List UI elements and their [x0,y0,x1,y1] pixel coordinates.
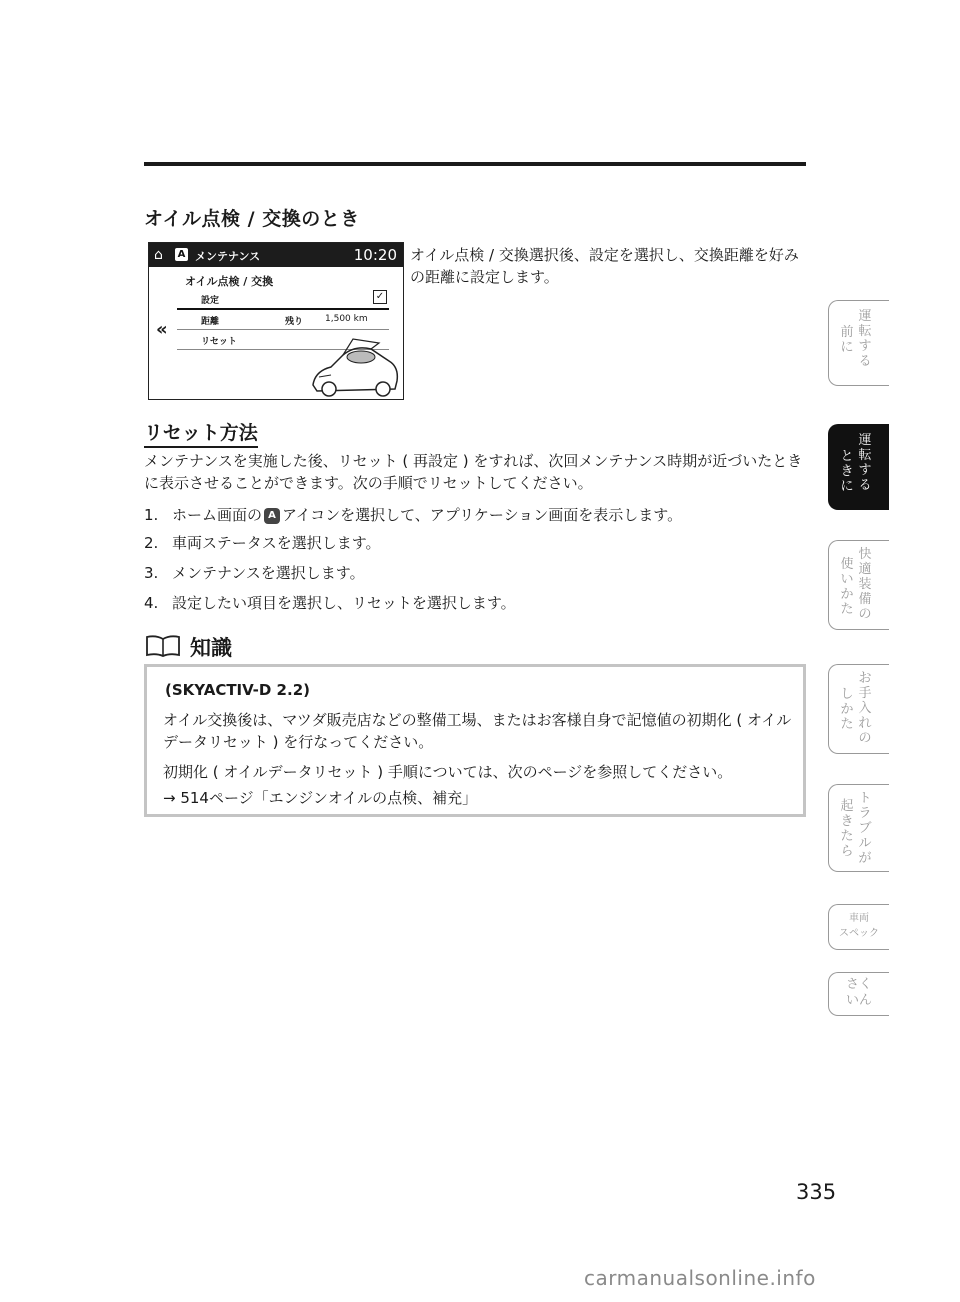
tab-label-left: 起 き た ら [840,799,854,859]
step-4 [144,592,516,614]
tab-index[interactable] [828,972,889,1016]
screen-description: オイル点検 / 交換選択後、設定を選択し、交換距離を好みの距離に設定します。 [410,246,799,286]
step-1 [144,504,682,526]
tab-while-driving[interactable] [828,424,889,510]
step-text: 車両ステータスを選択します。 [172,534,381,552]
step-text: 設定したい項目を選択し、リセットを選択します。 [172,594,516,612]
tab-label-left: 使 い か た [840,557,854,617]
screen-clock: 10:20 [353,246,397,264]
knowledge-body [163,709,793,783]
menu-row-label: 距離 [201,317,220,327]
reset-heading: リセット方法 [144,418,258,448]
reset-intro: メンテナンスを実施した後、リセット ( 再設定 ) をすれば、次回メンテナンス時期が近づいたときに表示させることができます。次の手順でリセットしてください。 [144,452,803,492]
step-text-before: ホーム画面の [172,506,263,524]
step-2 [144,532,381,554]
tab-label-right: 快 適 装 備 の [858,547,872,622]
knowledge-box [144,664,806,817]
home-icon: ⌂ [154,247,163,263]
knowledge-heading: (SKYACTIV-D 2.2) [165,681,310,699]
menu-row-distance[interactable] [177,310,389,330]
tab-specifications[interactable] [828,904,889,950]
section-title: オイル点検 / 交換のとき [144,208,360,230]
open-book-icon [144,634,182,658]
screen-title-bar [149,243,403,267]
tab-label-left: 前 に [840,325,854,355]
tab-label-left: と き に [840,449,854,494]
back-chevron-icon: « [156,319,168,340]
top-rule [144,162,806,166]
tab-label-left: し か た [840,687,854,732]
tab-label-line1: 車両 [849,913,869,924]
tab-before-driving[interactable] [828,300,889,386]
menu-row-label: 設定 [201,296,220,306]
step-number: 1. [144,506,159,524]
page-number: 335 [796,1180,837,1204]
screen-title: メンテナンス [195,250,261,263]
tab-comfort-features[interactable] [828,540,889,630]
menu-row-setting[interactable] [177,289,389,310]
tab-label-right: ト ラ ブ ル が [858,791,872,866]
knowledge-label: 知識 [190,636,232,660]
checkbox-checked-icon: ✓ [373,290,387,304]
step-text: メンテナンスを選択します。 [172,564,365,582]
tab-troubleshooting[interactable] [828,784,889,872]
watermark: carmanualsonline.info [584,1266,816,1290]
knowledge-paragraph-1: オイル交換後は、マツダ販売店などの整備工場、またはお客様自身で記憶値の初期化 ( オイルデータリセット ) を行なってください。 [163,711,792,751]
screen-subtitle: オイル点検 / 交換 [185,275,274,288]
step-number: 3. [144,564,159,582]
tab-label-right: お 手 入 れ の [858,671,872,746]
remaining-label: 残り [285,317,304,327]
step-text-after: アイコンを選択して、アプリケーション画面を表示します。 [282,506,683,524]
tab-label-right: 運 転 す る [858,433,872,493]
tab-label-line1: さく [845,977,872,992]
knowledge-paragraph-2: 初期化 ( オイルデータリセット ) 手順については、次のページを参照してください。 [163,763,733,781]
step-number: 2. [144,534,159,552]
step-number: 4. [144,594,159,612]
menu-row-label: リセット [201,337,237,347]
app-icon: A [264,508,280,524]
step-3 [144,562,365,584]
maintenance-screen [148,242,404,400]
car-illustration-icon [309,333,401,397]
tab-label-line2: いん [845,993,872,1008]
tab-label-right: 運 転 す る [858,309,872,369]
tab-maintenance[interactable] [828,664,889,754]
tab-label-line2: スペック [839,928,879,939]
app-icon: A [175,248,188,261]
remaining-value: 1,500 km [325,314,368,324]
page-reference-link[interactable]: → 514ページ「エンジンオイルの点検、補充」 [163,789,478,807]
